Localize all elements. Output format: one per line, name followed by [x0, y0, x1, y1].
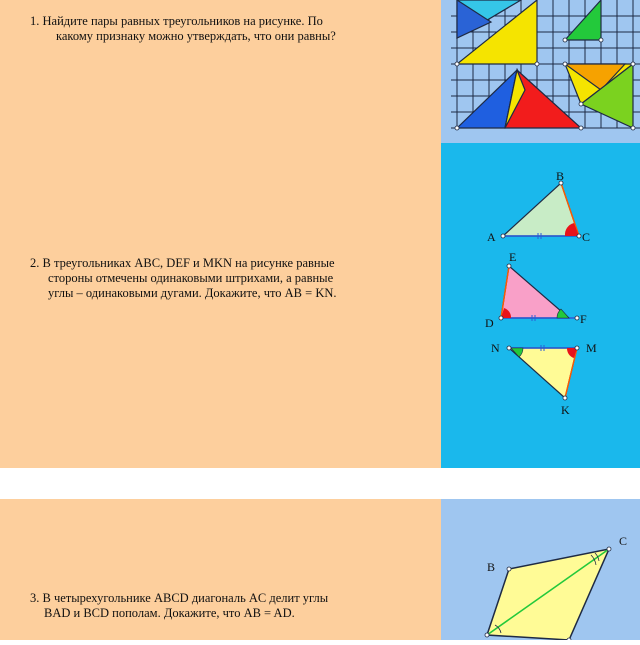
separator — [0, 468, 640, 499]
task-3-text — [30, 591, 435, 621]
label-b-quad: B — [487, 560, 496, 574]
triangle-def — [501, 266, 569, 318]
figure-3-panel — [441, 499, 640, 640]
triangle-green-top — [565, 0, 601, 40]
task-3-line-1: 3. В четырехугольнике ABCD диагональ AC делит углы — [30, 591, 329, 605]
label-b: B — [556, 169, 565, 183]
label-a: A — [487, 230, 496, 244]
label-c-quad: C — [619, 534, 628, 548]
figure-2-triangles — [441, 143, 640, 468]
task-2-line-1: 2. В треугольниках ABC, DEF и MKN на рисунке равные — [30, 256, 335, 270]
figure-3-quadrilateral — [441, 499, 640, 640]
figure-1-panel — [441, 0, 640, 143]
label-e: E — [509, 250, 517, 264]
label-c: C — [582, 230, 591, 244]
task-3-line-2: BAD и BCD пополам. Докажите, что AB = AD. — [44, 606, 295, 620]
label-m: M — [586, 341, 597, 355]
task-1-line-1: 1. Найдите пары равных треугольников на рисунке. По — [30, 14, 323, 28]
label-f: F — [580, 312, 587, 326]
task-2-line-3: углы – одинаковыми дугами. Докажите, что AB = KN. — [48, 286, 337, 300]
task-1-panel — [0, 0, 441, 143]
task-3-panel — [0, 499, 441, 640]
task-2-text — [30, 256, 435, 301]
task-1-text — [30, 14, 430, 44]
figure-1-grid-triangles — [441, 0, 640, 143]
task-1-line-2: какому признаку можно утверждать, что они равны? — [56, 29, 336, 43]
figure-2-panel — [441, 143, 640, 468]
label-k: K — [561, 403, 570, 417]
task-2-line-2: стороны отмечены одинаковыми штрихами, а равные — [48, 271, 334, 285]
task-2-panel — [0, 143, 441, 468]
label-n: N — [491, 341, 500, 355]
label-d: D — [485, 316, 494, 330]
